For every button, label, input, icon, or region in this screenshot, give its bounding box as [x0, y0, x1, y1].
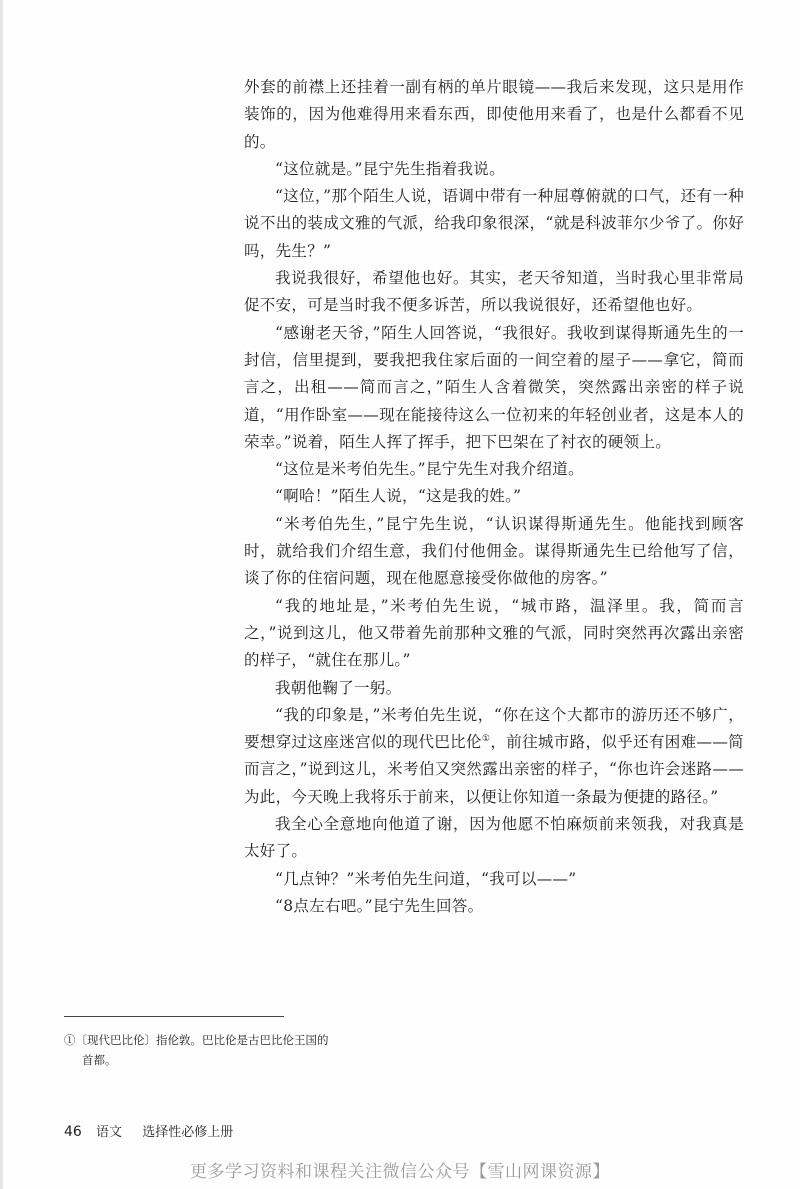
footnote-divider: [64, 1016, 284, 1017]
footnote-line-2: 首都。: [82, 1053, 117, 1067]
page-footer: [64, 1121, 233, 1140]
paragraph-5: “感谢老天爷，”陌生人回答说，“我很好。我收到谋得斯通先生的一封信，信里提到，要我把我住家后面的一间空着的屋子——拿它，简而言之，出租——简而言之，”陌生人含着微笑，突然露出亲密的样子说道，“用作卧室——现在能接待这么一位初来的年轻创业者，这是本人的荣幸。”说着，陌生人挥了挥手，把下巴架在了衬衣的硬领上。: [244, 323, 744, 451]
paragraph-11-part1: “我的印象是，”米考伯先生说，“你在这个大都市的游历还不够广，要想穿过这座迷宫似的现代巴比伦: [244, 705, 744, 752]
page-edge: [0, 0, 3, 1189]
paragraph-11: [244, 702, 744, 811]
paragraph-7: “啊哈！”陌生人说，“这是我的姓。”: [275, 487, 522, 506]
paragraph-6: “这位是米考伯先生。”昆宁先生对我介绍道。: [275, 460, 584, 479]
paragraph-10: 我朝他鞠了一躬。: [275, 678, 402, 697]
paragraph-9: “我的地址是，”米考伯先生说，“城市路，温泽里。我，简而言之，”说到这儿，他又带着先前那种文雅的气派，同时突然再次露出亲密的样子，“就住在那儿。”: [244, 596, 744, 670]
footnote-marker[interactable]: ①: [481, 733, 491, 744]
page-number: 46: [64, 1124, 82, 1140]
paragraph-12: 我全心全意地向他道了谢，因为他愿不怕麻烦前来领我，对我真是太好了。: [244, 815, 744, 861]
paragraph-14: “8点左右吧。”昆宁先生回答。: [275, 896, 484, 915]
paragraph-11-part2: ，前往城市路，似乎还有困难——简而言之，”说到这儿，米考伯又突然露出亲密的样子，“你也许会迷路——为此，今天晚上我将乐于前来，以便让你知道一条最为便捷的路径。”: [244, 733, 744, 806]
footnote-line-1: ①〔现代巴比伦〕指伦敦。巴比伦是古巴比伦王国的: [64, 1033, 329, 1047]
watermark: 更多学习资料和课程关注微信公众号【雪山网课资源】: [190, 1162, 610, 1182]
paragraph-2: “这位就是。”昆宁先生指着我说。: [275, 159, 505, 178]
paragraph-3: “这位，”那个陌生人说，语调中带有一种屈尊俯就的口气，还有一种说不出的装成文雅的气派，给我印象很深，“就是科波菲尔少爷了。你好吗，先生？”: [244, 187, 744, 260]
paragraph-8: “米考伯先生，”昆宁先生说，“认识谋得斯通先生。他能找到顾客时，就给我们介绍生意，我们付他佣金。谋得斯通先生已给他写了信，谈了你的住宿问题，现在他愿意接受你做他的房客。”: [244, 514, 744, 588]
paragraph-4: 我说我很好，希望他也好。其实，老天爷知道，当时我心里非常局促不安，可是当时我不便多诉苦，所以我说很好，还希望他也好。: [244, 269, 744, 315]
paragraph-1: 外套的前襟上还挂着一副有柄的单片眼镜——我后来发现，这只是用作装饰的，因为他难得用来看东西，即使他用来看了，也是什么都看不见的。: [244, 78, 744, 151]
footnote: [64, 1030, 404, 1070]
footer-subject: 语文: [95, 1125, 122, 1140]
paragraph-13: “几点钟？”米考伯先生问道，“我可以——”: [275, 869, 577, 888]
footer-book-title: 选择性必修上册: [142, 1125, 234, 1140]
main-text: [244, 74, 744, 920]
